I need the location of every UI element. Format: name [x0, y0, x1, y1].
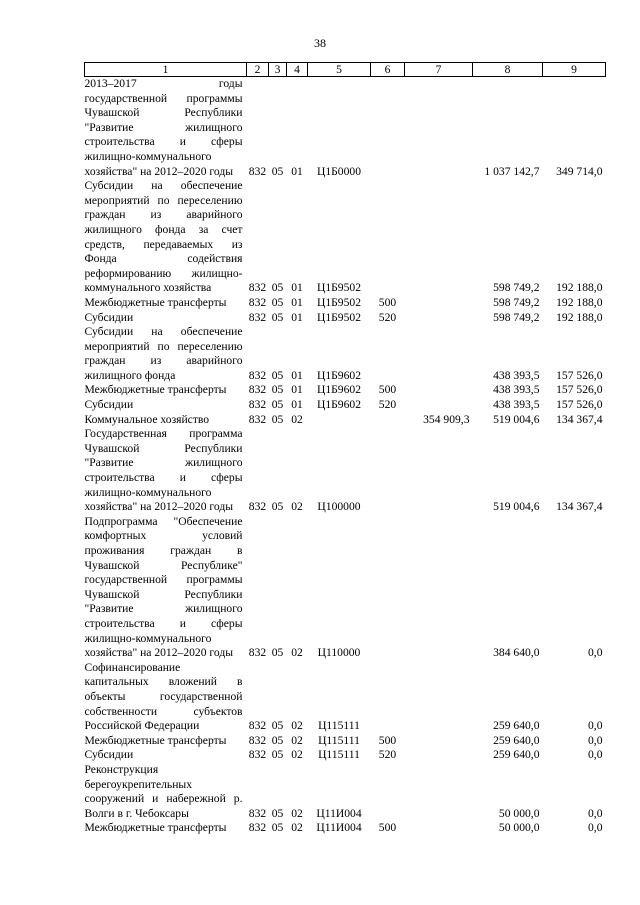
amount-col-8: 438 393,5 [493, 383, 540, 397]
section-code: 05 [271, 295, 284, 309]
amount-col-9: 134 367,4 [556, 412, 603, 426]
table-row [85, 515, 606, 661]
amount-col-7 [405, 311, 473, 326]
page-number: 38 [314, 36, 326, 50]
expense-type-code [371, 427, 405, 515]
column-header: 9 [543, 63, 606, 77]
target-article-code: Ц1Б9602 [316, 398, 361, 412]
ministry-code: 832 [248, 821, 267, 835]
subsection-code: 02 [291, 821, 303, 835]
amount-col-9: 0,0 [588, 733, 603, 747]
amount-col-8: 438 393,5 [493, 368, 540, 382]
subsection-code: 02 [291, 719, 303, 733]
row-name: Субсидии на обеспечение мероприятий по переселению граждан из аварийного жилищного фонда [84, 325, 243, 382]
table-row [85, 77, 606, 180]
subsection-code: 02 [291, 806, 303, 820]
amount-col-9: 157 526,0 [556, 398, 603, 412]
target-article-code: Ц1Б9602 [316, 383, 361, 397]
ministry-code: 832 [248, 398, 267, 412]
column-header: 5 [308, 63, 371, 77]
target-article-code: Ц100000 [317, 500, 361, 514]
column-header: 6 [371, 63, 405, 77]
target-article-code: Ц115111 [318, 733, 360, 747]
table-row [85, 398, 606, 413]
amount-col-8: 50 000,0 [498, 821, 540, 835]
section-code: 05 [271, 398, 284, 412]
subsection-code: 02 [291, 733, 303, 747]
amount-col-7 [405, 179, 473, 296]
section-code: 05 [271, 719, 284, 733]
expense-type-code [371, 661, 405, 734]
amount-col-8: 259 640,0 [493, 733, 540, 747]
ministry-code: 832 [248, 733, 267, 747]
section-code: 05 [271, 412, 284, 426]
amount-col-7: 354 909,3 [423, 412, 470, 426]
section-code: 05 [271, 733, 284, 747]
amount-col-9: 0,0 [588, 821, 603, 835]
row-name: Субсидии [84, 748, 134, 762]
amount-col-7 [405, 661, 473, 734]
ministry-code: 832 [248, 383, 267, 397]
ministry-code: 832 [248, 500, 267, 514]
expense-type-code: 500 [378, 821, 397, 835]
header-row [85, 63, 606, 77]
subsection-code: 01 [291, 383, 303, 397]
expense-type-code [371, 77, 405, 180]
expense-type-code: 500 [378, 295, 397, 309]
row-name: 2013–2017 годы государственной программы Чувашской Республики "Развитие жилищного строительства и сферы жилищно-коммунального хозяйства" на 2012–2020 годы [84, 77, 243, 178]
amount-col-7 [405, 383, 473, 398]
amount-col-9: 192 188,0 [556, 281, 603, 295]
amount-col-8: 259 640,0 [493, 719, 540, 733]
expense-type-code [371, 325, 405, 383]
amount-col-9: 192 188,0 [556, 295, 603, 309]
section-code: 05 [271, 281, 284, 295]
table-row [85, 427, 606, 515]
column-header: 3 [269, 63, 287, 77]
section-code: 05 [271, 646, 284, 660]
target-article-code: Ц115111 [318, 719, 360, 733]
table-row [85, 311, 606, 326]
row-name: Межбюджетные трансферты [84, 733, 227, 747]
amount-col-9: 0,0 [588, 719, 603, 733]
column-header: 1 [85, 63, 247, 77]
ministry-code: 832 [248, 310, 267, 324]
row-name: Субсидии [84, 398, 134, 412]
budget-table [84, 62, 606, 836]
target-article-code: Ц115111 [318, 748, 360, 762]
table-row [85, 661, 606, 734]
expense-type-code: 520 [378, 748, 397, 762]
table-row [85, 748, 606, 763]
amount-col-7 [405, 427, 473, 515]
row-name: Подпрограмма "Обеспечение комфортных условий проживания граждан в Чувашской Республике" государственной программы Чувашской Республики "Развитие жилищного строительства и сферы жилищно-коммунального хозяйства" на 2012–2020 годы [84, 514, 243, 660]
subsection-code: 02 [291, 412, 303, 426]
target-article-code: Ц1Б9602 [316, 368, 361, 382]
ministry-code: 832 [248, 164, 267, 178]
target-article-code: Ц1Б9502 [316, 310, 361, 324]
column-header: 8 [473, 63, 543, 77]
row-name: Реконструкция берегоукрепительных сооружений и набережной р. Волги в г. Чебоксары [84, 762, 243, 820]
amount-col-9: 192 188,0 [556, 310, 603, 324]
subsection-code: 01 [291, 164, 303, 178]
target-article-code: Ц1Б9502 [316, 295, 361, 309]
section-code: 05 [271, 310, 284, 324]
target-article-code [308, 413, 371, 428]
amount-col-9: 157 526,0 [556, 383, 603, 397]
amount-col-7 [405, 398, 473, 413]
amount-col-9: 0,0 [588, 646, 603, 660]
row-name: Субсидии на обеспечение мероприятий по переселению граждан из аварийного жилищного фонда за счет средств, передаваемых из Фонда содействия реформированию жилищно-коммунального хозяйства [84, 179, 243, 295]
amount-col-8: 598 749,2 [493, 281, 540, 295]
table-row [85, 734, 606, 749]
section-code: 05 [271, 500, 284, 514]
table-row [85, 821, 606, 836]
amount-col-8: 598 749,2 [493, 295, 540, 309]
target-article-code: Ц110000 [317, 646, 361, 660]
target-article-code: Ц11И004 [316, 806, 362, 820]
amount-col-7 [405, 763, 473, 821]
ministry-code: 832 [248, 295, 267, 309]
ministry-code: 832 [248, 368, 267, 382]
amount-col-8: 1 037 142,7 [484, 164, 540, 178]
table-row [85, 179, 606, 296]
subsection-code: 01 [291, 281, 303, 295]
amount-col-7 [405, 821, 473, 836]
expense-type-code: 520 [378, 398, 397, 412]
amount-col-8: 259 640,0 [493, 748, 540, 762]
amount-col-8: 438 393,5 [493, 398, 540, 412]
amount-col-8: 519 004,6 [493, 500, 540, 514]
amount-col-9: 349 714,0 [556, 164, 603, 178]
column-header: 2 [247, 63, 269, 77]
section-code: 05 [271, 748, 284, 762]
table-row [85, 763, 606, 821]
row-name: Софинансирование капитальных вложений в объекты государственной собственности субъектов Российской Федерации [84, 660, 243, 733]
expense-type-code [371, 413, 405, 428]
target-article-code: Ц1Б9502 [316, 281, 361, 295]
table-row [85, 325, 606, 383]
amount-col-9: 157 526,0 [556, 368, 603, 382]
subsection-code: 01 [291, 295, 303, 309]
target-article-code: Ц11И004 [316, 821, 362, 835]
ministry-code: 832 [248, 412, 267, 426]
ministry-code: 832 [248, 719, 267, 733]
column-header: 7 [405, 63, 473, 77]
amount-col-8: 384 640,0 [493, 646, 540, 660]
expense-type-code [371, 515, 405, 661]
amount-col-7 [405, 515, 473, 661]
amount-col-8: 519 004,6 [493, 412, 540, 426]
amount-col-7 [405, 734, 473, 749]
table-header [85, 63, 606, 77]
section-code: 05 [271, 806, 284, 820]
amount-col-8: 598 749,2 [493, 310, 540, 324]
subsection-code: 02 [291, 748, 303, 762]
section-code: 05 [271, 368, 284, 382]
row-name: Субсидии [84, 310, 134, 324]
section-code: 05 [271, 383, 284, 397]
amount-col-7 [405, 748, 473, 763]
amount-col-9: 134 367,4 [556, 500, 603, 514]
row-name: Межбюджетные трансферты [84, 821, 227, 835]
amount-col-7 [405, 77, 473, 180]
subsection-code: 01 [291, 310, 303, 324]
row-name: Межбюджетные трансферты [84, 295, 227, 309]
amount-col-7 [405, 325, 473, 383]
ministry-code: 832 [248, 281, 267, 295]
expense-type-code: 500 [378, 733, 397, 747]
row-name: Государственная программа Чувашской Республики "Развитие жилищного строительства и сферы жилищно-коммунального хозяйства" на 2012–2020 годы [84, 427, 243, 514]
amount-col-7 [405, 296, 473, 311]
expense-type-code [371, 179, 405, 296]
amount-col-9: 0,0 [588, 806, 603, 820]
subsection-code: 01 [291, 398, 303, 412]
ministry-code: 832 [248, 806, 267, 820]
section-code: 05 [271, 164, 284, 178]
table-row [85, 413, 606, 428]
row-name: Межбюджетные трансферты [84, 383, 227, 397]
table-row [85, 296, 606, 311]
section-code: 05 [271, 821, 284, 835]
expense-type-code: 500 [378, 383, 397, 397]
amount-col-9: 0,0 [588, 748, 603, 762]
subsection-code: 01 [291, 368, 303, 382]
expense-type-code [371, 763, 405, 821]
ministry-code: 832 [248, 748, 267, 762]
expense-type-code: 520 [378, 310, 397, 324]
target-article-code: Ц1Б0000 [316, 164, 361, 178]
column-header: 4 [287, 63, 308, 77]
subsection-code: 02 [291, 646, 303, 660]
row-name: Коммунальное хозяйство [84, 412, 210, 426]
ministry-code: 832 [248, 646, 267, 660]
amount-col-8: 50 000,0 [498, 806, 540, 820]
table-row [85, 383, 606, 398]
table-body [85, 77, 606, 836]
subsection-code: 02 [291, 500, 303, 514]
